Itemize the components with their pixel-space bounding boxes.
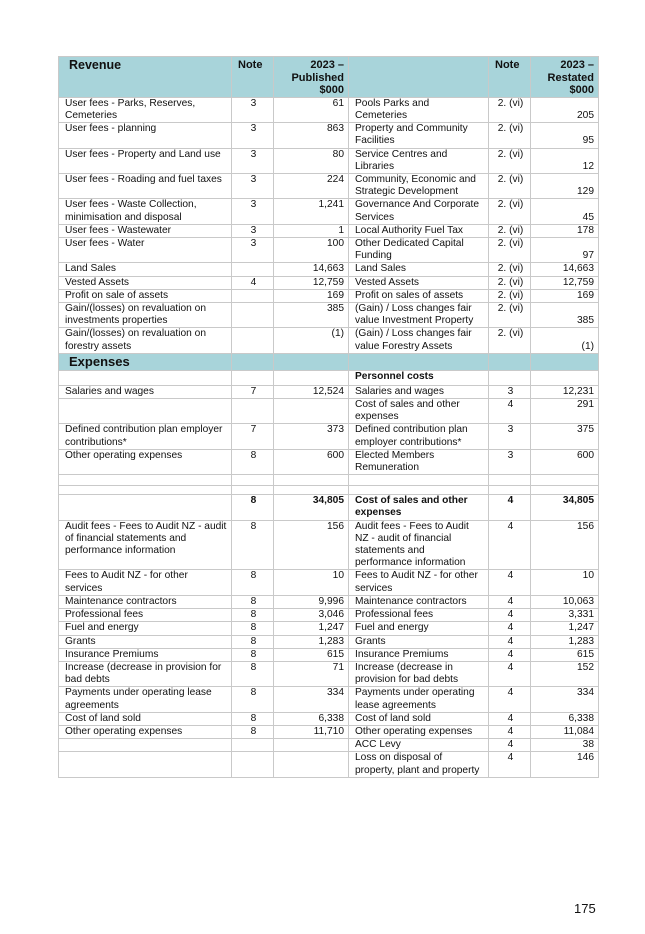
left-label: Payments under operating lease agreements	[59, 687, 232, 712]
right-label: Profit on sales of assets	[349, 289, 489, 302]
expense-rows	[59, 353, 599, 385]
right-label: Fees to Audit NZ - for other services	[349, 570, 489, 595]
personnel-costs-row	[59, 370, 599, 385]
table-row	[59, 224, 599, 237]
left-label: Defined contribution plan employer contributions*	[59, 424, 232, 449]
left-label: User fees - planning	[59, 123, 232, 148]
left-note: 8	[232, 635, 274, 648]
right-note: 3	[489, 449, 531, 474]
blank-header	[349, 57, 489, 98]
right-note: 2. (vi)	[489, 174, 531, 199]
restated-value: 45	[531, 199, 599, 224]
right-note: 4	[489, 622, 531, 635]
table-row	[59, 148, 599, 173]
right-note: 2. (vi)	[489, 199, 531, 224]
left-note: 3	[232, 174, 274, 199]
restated-header: 2023 – Restated $000	[531, 57, 599, 98]
right-label: Salaries and wages	[349, 385, 489, 398]
revenue-heading: Revenue	[59, 57, 232, 98]
right-label: Land Sales	[349, 263, 489, 276]
left-note: 8	[232, 570, 274, 595]
table-row	[59, 520, 599, 570]
note-header-restated: Note	[489, 57, 531, 98]
right-label: Community, Economic and Strategic Development	[349, 174, 489, 199]
subtotal-note-restated: 4	[489, 495, 531, 520]
left-label: Fees to Audit NZ - for other services	[59, 570, 232, 595]
restated-value: 6,338	[531, 712, 599, 725]
table-row	[59, 97, 599, 122]
published-value: 373	[274, 424, 349, 449]
right-label: Other Dedicated Capital Funding	[349, 238, 489, 263]
published-value: 156	[274, 520, 349, 570]
restated-value: 95	[531, 123, 599, 148]
table-row	[59, 289, 599, 302]
right-note: 3	[489, 385, 531, 398]
published-value: 334	[274, 687, 349, 712]
right-label: Cost of land sold	[349, 712, 489, 725]
restated-value: 375	[531, 424, 599, 449]
right-note: 2. (vi)	[489, 263, 531, 276]
table-row	[59, 174, 599, 199]
restated-value: 385	[531, 303, 599, 328]
restated-value: 1,247	[531, 622, 599, 635]
left-note	[232, 328, 274, 353]
right-note: 4	[489, 739, 531, 752]
right-note: 2. (vi)	[489, 328, 531, 353]
left-label: Maintenance contractors	[59, 595, 232, 608]
right-label: Insurance Premiums	[349, 648, 489, 661]
published-value: 1,241	[274, 199, 349, 224]
left-note: 8	[232, 712, 274, 725]
right-note: 4	[489, 609, 531, 622]
published-value	[274, 752, 349, 777]
table-header-row	[59, 57, 599, 98]
published-value: 1	[274, 224, 349, 237]
restated-value: 205	[531, 97, 599, 122]
published-value: 14,663	[274, 263, 349, 276]
right-note: 4	[489, 648, 531, 661]
left-label	[59, 399, 232, 424]
left-label: User fees - Water	[59, 238, 232, 263]
table-row	[59, 570, 599, 595]
left-label: Land Sales	[59, 263, 232, 276]
table-row	[59, 449, 599, 474]
left-note	[232, 263, 274, 276]
right-note: 2. (vi)	[489, 123, 531, 148]
published-value: 10	[274, 570, 349, 595]
revenue-rows	[59, 97, 599, 353]
published-value	[274, 739, 349, 752]
subtotal-published: 34,805	[274, 495, 349, 520]
table-row	[59, 752, 599, 777]
right-label: Loss on disposal of property, plant and property	[349, 752, 489, 777]
right-note: 4	[489, 399, 531, 424]
left-label: User fees - Roading and fuel taxes	[59, 174, 232, 199]
published-header: 2023 – Published $000	[274, 57, 349, 98]
left-note	[232, 303, 274, 328]
right-label: Vested Assets	[349, 276, 489, 289]
left-label: User fees - Parks, Reserves, Cemeteries	[59, 97, 232, 122]
restated-value: 169	[531, 289, 599, 302]
right-note: 2. (vi)	[489, 276, 531, 289]
spacer-row	[59, 475, 599, 486]
right-note: 4	[489, 595, 531, 608]
left-label: Profit on sale of assets	[59, 289, 232, 302]
left-label: Insurance Premiums	[59, 648, 232, 661]
right-label: Other operating expenses	[349, 725, 489, 738]
table-row	[59, 712, 599, 725]
restated-value: 14,663	[531, 263, 599, 276]
published-value	[274, 399, 349, 424]
table-row	[59, 263, 599, 276]
left-note: 8	[232, 725, 274, 738]
left-label: Professional fees	[59, 609, 232, 622]
right-label: Payments under operating lease agreements	[349, 687, 489, 712]
published-value: 80	[274, 148, 349, 173]
table-row	[59, 385, 599, 398]
right-note: 3	[489, 424, 531, 449]
right-label: ACC Levy	[349, 739, 489, 752]
table-row	[59, 648, 599, 661]
financial-table	[58, 56, 598, 778]
table-row	[59, 635, 599, 648]
left-label: Grants	[59, 635, 232, 648]
restated-value: 12,231	[531, 385, 599, 398]
published-value: 11,710	[274, 725, 349, 738]
table-row	[59, 276, 599, 289]
published-value: 385	[274, 303, 349, 328]
right-note: 2. (vi)	[489, 148, 531, 173]
subtotal-restated: 34,805	[531, 495, 599, 520]
right-note: 2. (vi)	[489, 97, 531, 122]
table-row	[59, 399, 599, 424]
left-note: 8	[232, 687, 274, 712]
table-row	[59, 595, 599, 608]
published-value: 6,338	[274, 712, 349, 725]
table-row	[59, 739, 599, 752]
right-note: 4	[489, 661, 531, 686]
published-value: 3,046	[274, 609, 349, 622]
left-label: User fees - Property and Land use	[59, 148, 232, 173]
expense-rows-other	[59, 520, 599, 777]
left-note: 8	[232, 595, 274, 608]
right-label: Pools Parks and Cemeteries	[349, 97, 489, 122]
restated-value: 152	[531, 661, 599, 686]
published-value: 100	[274, 238, 349, 263]
left-note: 3	[232, 148, 274, 173]
left-label	[59, 752, 232, 777]
table-row	[59, 199, 599, 224]
left-label: Vested Assets	[59, 276, 232, 289]
restated-value: 334	[531, 687, 599, 712]
left-label: Increase (decrease in provision for bad debts	[59, 661, 232, 686]
restated-value: 97	[531, 238, 599, 263]
right-label: Maintenance contractors	[349, 595, 489, 608]
restated-value: 129	[531, 174, 599, 199]
expense-rows-personnel	[59, 385, 599, 474]
expenses-section-row	[59, 353, 599, 370]
table-row	[59, 424, 599, 449]
right-note: 4	[489, 635, 531, 648]
right-note: 4	[489, 725, 531, 738]
left-note: 7	[232, 424, 274, 449]
right-label: Elected Members Remuneration	[349, 449, 489, 474]
published-value: 1,283	[274, 635, 349, 648]
restated-value: 12	[531, 148, 599, 173]
personnel-costs-label: Personnel costs	[349, 370, 489, 385]
right-label: Cost of sales and other expenses	[349, 399, 489, 424]
right-note: 2. (vi)	[489, 224, 531, 237]
subtotal-note: 8	[232, 495, 274, 520]
restated-value: 12,759	[531, 276, 599, 289]
published-value: 224	[274, 174, 349, 199]
left-note: 8	[232, 520, 274, 570]
left-label	[59, 739, 232, 752]
restated-value: 38	[531, 739, 599, 752]
right-note: 4	[489, 752, 531, 777]
table-row	[59, 123, 599, 148]
table-row	[59, 661, 599, 686]
left-label: User fees - Wastewater	[59, 224, 232, 237]
published-value: 600	[274, 449, 349, 474]
right-label: (Gain) / Loss changes fair value Forestry Assets	[349, 328, 489, 353]
right-label: Service Centres and Libraries	[349, 148, 489, 173]
left-label: Fuel and energy	[59, 622, 232, 635]
right-note: 4	[489, 520, 531, 570]
left-note	[232, 752, 274, 777]
left-note: 4	[232, 276, 274, 289]
restated-value: 146	[531, 752, 599, 777]
published-value: 169	[274, 289, 349, 302]
left-note: 8	[232, 449, 274, 474]
table-row	[59, 622, 599, 635]
left-note	[232, 289, 274, 302]
left-note	[232, 399, 274, 424]
expense-subtotal	[59, 475, 599, 520]
left-label: Cost of land sold	[59, 712, 232, 725]
right-note: 4	[489, 712, 531, 725]
table-row	[59, 725, 599, 738]
restated-value: 291	[531, 399, 599, 424]
expenses-heading: Expenses	[59, 353, 232, 370]
left-note: 3	[232, 97, 274, 122]
table-row	[59, 303, 599, 328]
left-note: 7	[232, 385, 274, 398]
right-note: 2. (vi)	[489, 289, 531, 302]
table-row	[59, 609, 599, 622]
restated-value: 156	[531, 520, 599, 570]
restated-value: 10,063	[531, 595, 599, 608]
subtotal-label: Cost of sales and other expenses	[349, 495, 489, 520]
right-note: 4	[489, 687, 531, 712]
right-label: Fuel and energy	[349, 622, 489, 635]
note-header: Note	[232, 57, 274, 98]
restated-value: 178	[531, 224, 599, 237]
left-label: Other operating expenses	[59, 449, 232, 474]
published-value: 615	[274, 648, 349, 661]
left-label: Audit fees - Fees to Audit NZ - audit of financial statements and performance information	[59, 520, 232, 570]
published-value: 12,524	[274, 385, 349, 398]
right-label: Defined contribution plan employer contributions*	[349, 424, 489, 449]
right-note: 2. (vi)	[489, 238, 531, 263]
left-label: Other operating expenses	[59, 725, 232, 738]
left-note: 3	[232, 224, 274, 237]
left-note: 8	[232, 609, 274, 622]
left-note: 3	[232, 238, 274, 263]
right-note: 4	[489, 570, 531, 595]
left-note: 8	[232, 648, 274, 661]
spacer-row	[59, 486, 599, 495]
restated-value: 10	[531, 570, 599, 595]
right-note: 2. (vi)	[489, 303, 531, 328]
right-label: Property and Community Facilities	[349, 123, 489, 148]
published-value: 1,247	[274, 622, 349, 635]
right-label: Professional fees	[349, 609, 489, 622]
right-label: (Gain) / Loss changes fair value Investment Property	[349, 303, 489, 328]
published-value: (1)	[274, 328, 349, 353]
left-note: 8	[232, 661, 274, 686]
restated-value: 11,084	[531, 725, 599, 738]
published-value: 12,759	[274, 276, 349, 289]
restated-value: 3,331	[531, 609, 599, 622]
left-label: Gain/(losses) on revaluation on forestry assets	[59, 328, 232, 353]
left-note: 3	[232, 199, 274, 224]
left-note: 3	[232, 123, 274, 148]
restated-value: 1,283	[531, 635, 599, 648]
table-row	[59, 687, 599, 712]
restated-value: (1)	[531, 328, 599, 353]
right-label: Grants	[349, 635, 489, 648]
table-row	[59, 328, 599, 353]
published-value: 71	[274, 661, 349, 686]
left-note: 8	[232, 622, 274, 635]
right-label: Increase (decrease in provision for bad debts	[349, 661, 489, 686]
right-label: Audit fees - Fees to Audit NZ - audit of financial statements and performance information	[349, 520, 489, 570]
page-number: 175	[574, 901, 596, 916]
left-label: Salaries and wages	[59, 385, 232, 398]
right-label: Local Authority Fuel Tax	[349, 224, 489, 237]
subtotal-row	[59, 495, 599, 520]
restated-value: 615	[531, 648, 599, 661]
right-label: Governance And Corporate Services	[349, 199, 489, 224]
published-value: 61	[274, 97, 349, 122]
left-label: Gain/(losses) on revaluation on investments properties	[59, 303, 232, 328]
left-note	[232, 739, 274, 752]
published-value: 863	[274, 123, 349, 148]
restated-value: 600	[531, 449, 599, 474]
table-row	[59, 238, 599, 263]
published-value: 9,996	[274, 595, 349, 608]
left-label: User fees - Waste Collection, minimisation and disposal	[59, 199, 232, 224]
